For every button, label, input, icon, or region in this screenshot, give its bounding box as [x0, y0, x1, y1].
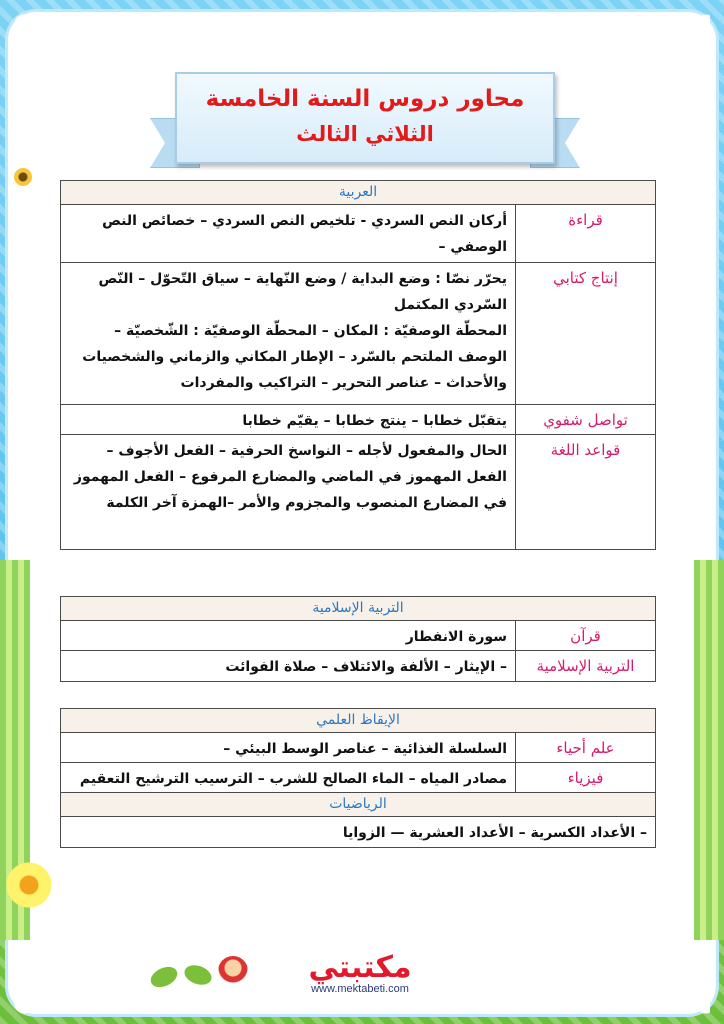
table-row — [61, 733, 655, 763]
content-line: في المضارع المنصوب والمجزوم والأمر –الهمزة آخر الكلمة — [106, 495, 507, 511]
content-line: السّردي المكتمل — [393, 297, 507, 313]
table-row — [61, 817, 655, 847]
page-title: محاور دروس السنة الخامسة — [205, 86, 525, 112]
arabic-table — [60, 180, 656, 550]
row-content — [61, 263, 515, 404]
row-label: قراءة — [515, 205, 655, 262]
row-label: إنتاج كتابي — [515, 263, 655, 404]
row-content — [61, 205, 515, 262]
content-line: والأحداث – عناصر التحرير – التراكيب والمفردات — [180, 375, 507, 391]
logo-text: مكتبتي — [308, 950, 412, 985]
title-ribbon — [175, 72, 555, 164]
bead-icon — [14, 168, 32, 186]
content-line: أركان النص السردي - تلخيص النص السردي – خصائص النص — [102, 213, 507, 229]
content-line: مصادر المياه – الماء الصالح للشرب – الترسيب الترشيح التعقيم — [79, 771, 507, 787]
row-content — [61, 435, 515, 549]
table-row — [61, 405, 655, 435]
footer-logo — [240, 950, 480, 1006]
content-line: سورة الانفطار — [405, 629, 507, 645]
content-line: المحطّة الوصفيّة : المكان – المحطّة الوصفيّة : الشّخصيّة – — [114, 323, 507, 339]
page-subtitle: الثلاثي الثالث — [296, 122, 434, 146]
table-row — [61, 651, 655, 681]
arabic-header: العربية — [61, 181, 655, 205]
row-content — [61, 651, 515, 681]
decor-grass-right — [694, 560, 724, 940]
table-row — [61, 621, 655, 651]
row-content — [61, 817, 655, 847]
scallop-border-bottom — [14, 1004, 710, 1018]
content-line: الحال والمفعول لأجله – النواسخ الحرفية – الفعل الأجوف – — [106, 443, 507, 459]
logo-url: www.mektabeti.com — [311, 983, 409, 995]
row-content — [61, 733, 515, 762]
math-header: الرياضيات — [61, 793, 655, 817]
content-line: يحرّر نصّا : وضع البداية / وضع النّهاية – سياق التّحوّل – النّص — [98, 271, 507, 287]
content-line: – الإيثار – الألفة والائتلاف – صلاة الفوائت — [225, 659, 507, 675]
row-label: تواصل شفوي — [515, 405, 655, 434]
table-row — [61, 763, 655, 793]
flower-icon — [6, 862, 52, 908]
content-line: – الأعداد الكسرية – الأعداد العشرية — الزوايا — [342, 825, 647, 841]
science-table — [60, 708, 656, 848]
row-label: قواعد اللغة — [515, 435, 655, 549]
content-line: يتقبّل خطابا – ينتج خطابا – يقيّم خطابا — [242, 413, 507, 429]
table-row — [61, 263, 655, 405]
row-content — [61, 621, 515, 650]
table-row — [61, 205, 655, 263]
islamic-table — [60, 596, 656, 682]
row-label: علم أحياء — [515, 733, 655, 762]
content-line: الوصفي – — [438, 239, 507, 255]
row-label: فيزياء — [515, 763, 655, 792]
leaves-icon — [150, 958, 220, 992]
islamic-header: التربية الإسلامية — [61, 597, 655, 621]
content-line: السلسلة الغذائية – عناصر الوسط البيئي – — [223, 741, 507, 757]
row-content — [61, 763, 515, 792]
content-line: الفعل المهموز في الماضي والمضارع المرفوع – الفعل المهموز — [73, 469, 507, 485]
row-label: التربية الإسلامية — [515, 651, 655, 681]
science-header: الإيقاظ العلمي — [61, 709, 655, 733]
table-row — [61, 435, 655, 549]
content-line: الوصف الملتحم بالسّرد – الإطار المكاني والزماني والشخصيات — [82, 349, 507, 365]
scallop-border-top — [14, 10, 710, 24]
row-label: قرآن — [515, 621, 655, 650]
row-content — [61, 405, 515, 434]
